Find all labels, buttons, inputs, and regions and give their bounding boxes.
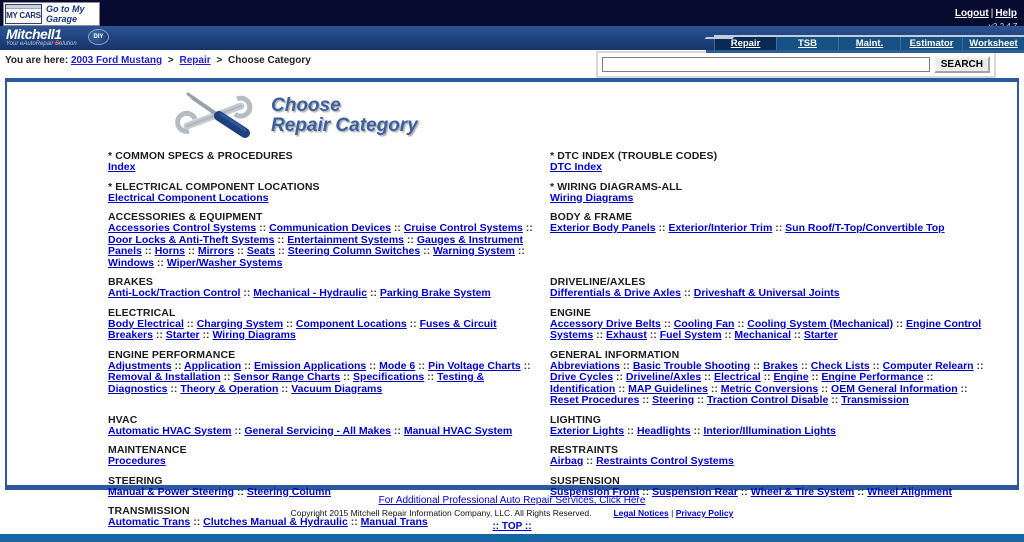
link-separator: :: <box>583 455 597 467</box>
breadcrumb-row <box>0 50 1024 78</box>
category-link[interactable]: Sun Roof/T-Top/Convertible Top <box>785 222 945 234</box>
category-links <box>108 162 536 174</box>
category-link[interactable]: Steering Column <box>246 485 331 498</box>
link-separator: :: <box>737 485 751 498</box>
link-separator: :: <box>620 359 633 372</box>
privacy-policy-link[interactable]: Privacy Policy <box>675 508 734 518</box>
category-cell <box>550 276 990 300</box>
link-separator: :: <box>593 329 607 341</box>
category-links <box>550 288 990 300</box>
link-separator: :: <box>828 394 842 406</box>
category-grid <box>7 150 1017 529</box>
tools-icon <box>175 91 255 141</box>
category-link[interactable]: Engine <box>773 371 809 383</box>
link-separator: :: <box>152 329 166 341</box>
category-link[interactable]: Application <box>184 359 242 372</box>
top-link[interactable]: :: TOP :: <box>492 521 532 532</box>
link-separator: :: <box>750 359 763 372</box>
link-separator: :: <box>655 222 669 234</box>
category-link[interactable]: Exterior Lights <box>550 424 625 437</box>
category-link[interactable]: Automatic Trans <box>108 516 191 528</box>
category-links <box>550 319 990 342</box>
category-links <box>108 319 536 342</box>
category-cell <box>108 349 536 407</box>
link-separator: :: <box>391 424 404 437</box>
link-separator: :: <box>234 485 247 498</box>
category-heading: RESTRAINTS <box>550 444 619 456</box>
link-separator: :: <box>406 317 420 330</box>
category-link[interactable]: Starter <box>165 329 200 341</box>
category-link[interactable]: Horns <box>154 245 186 257</box>
tab-tsb[interactable]: TSB <box>776 37 838 50</box>
category-cell <box>108 181 536 205</box>
category-link[interactable]: Suspension Rear <box>652 485 738 498</box>
link-separator: :: <box>274 245 288 257</box>
link-separator: :: <box>797 359 811 372</box>
category-link[interactable]: Emission Applications <box>254 359 367 372</box>
category-links <box>550 456 990 468</box>
category-link[interactable]: Exterior Body Panels <box>550 222 656 234</box>
logo-tagline: Your eAutoRepair Solution <box>6 41 77 47</box>
diy-badge: DIY <box>88 29 109 45</box>
legal-notices-link[interactable]: Legal Notices <box>613 508 669 518</box>
category-links <box>108 361 536 396</box>
link-separator: :: <box>701 371 714 383</box>
category-links <box>550 426 990 438</box>
category-cell <box>108 211 536 269</box>
category-links <box>550 223 990 235</box>
category-cell <box>550 444 990 468</box>
logout-link[interactable]: Logout <box>954 8 989 19</box>
category-cell <box>108 444 536 468</box>
tab-underline-strip <box>706 50 1024 53</box>
link-separator: :: <box>646 329 660 341</box>
category-link[interactable]: Engine Performance <box>821 371 924 383</box>
link-separator: :: <box>721 329 735 341</box>
link-separator: :: <box>153 256 167 269</box>
category-link[interactable]: Wiring Diagrams <box>212 329 296 341</box>
category-heading: STEERING <box>108 474 163 487</box>
category-link[interactable]: Engine Control Systems <box>550 317 982 341</box>
category-link[interactable]: Mechanical - Hydraulic <box>253 287 368 299</box>
category-link[interactable]: Steering Column Switches <box>287 245 421 257</box>
search-box <box>596 51 996 78</box>
category-link[interactable]: Anti-Lock/Traction Control <box>108 287 241 299</box>
search-input[interactable] <box>602 57 930 72</box>
category-link[interactable]: Cruise Control Systems <box>403 222 523 234</box>
category-link[interactable]: Steering <box>652 394 695 406</box>
link-separator: :: <box>391 222 404 234</box>
link-separator: :: <box>818 382 832 395</box>
category-link[interactable]: Body Electrical <box>108 317 184 330</box>
link-separator: :: <box>613 371 626 383</box>
breadcrumb-prefix: You are here: <box>5 55 69 66</box>
page-title-line1: Choose <box>271 95 341 116</box>
category-heading: BRAKES <box>108 276 153 288</box>
category-link[interactable]: Driveshaft & Universal Joints <box>693 287 840 299</box>
category-link[interactable]: Testing & Diagnostics <box>108 371 485 395</box>
category-heading: SUSPENSION <box>550 474 620 487</box>
tab-bar <box>696 35 1024 50</box>
breadcrumb-separator: > <box>167 55 174 66</box>
link-separator: :: <box>241 359 255 372</box>
link-separator: :: <box>639 485 653 498</box>
top-bar <box>0 0 1024 26</box>
link-separator: :: <box>190 516 204 528</box>
link-separator: :: <box>220 371 234 383</box>
category-link[interactable]: Accessories Control Systems <box>108 222 257 234</box>
category-link[interactable]: MAP Guidelines <box>628 382 708 395</box>
link-separator: :: <box>791 329 804 341</box>
link-separator: :: <box>893 317 906 330</box>
link-separator: :: <box>694 394 707 406</box>
category-cell <box>550 349 990 407</box>
link-separator: :: <box>234 245 247 257</box>
link-separator: :: <box>772 222 786 234</box>
category-heading: * COMMON SPECS & PROCEDURES <box>108 150 293 162</box>
category-link[interactable]: Warning System <box>433 245 515 257</box>
page-header <box>175 90 1017 142</box>
breadcrumb-repair-link[interactable]: Repair <box>179 55 211 66</box>
category-cell <box>550 414 990 438</box>
category-link[interactable]: Fuses & Circuit Breakers <box>108 317 497 341</box>
category-cell <box>108 307 536 342</box>
link-separator: :: <box>869 359 883 372</box>
link-separator: :: <box>734 317 748 330</box>
breadcrumb-vehicle-link[interactable]: 2003 Ford Mustang <box>70 55 163 66</box>
category-heading: HVAC <box>108 413 138 426</box>
link-separator: :: <box>167 382 181 395</box>
category-link[interactable]: Gauges & Instrument Panels <box>108 233 524 257</box>
category-heading: * ELECTRICAL COMPONENT LOCATIONS <box>108 180 320 193</box>
category-link[interactable]: Adjustments <box>108 359 172 372</box>
category-link[interactable]: Electrical <box>714 371 761 383</box>
category-link[interactable]: Abbreviations <box>550 359 621 372</box>
category-link[interactable]: Wiring Diagrams <box>550 191 634 204</box>
category-cell <box>108 276 536 300</box>
tab-repair[interactable]: Repair <box>714 37 776 50</box>
link-separator: :: <box>274 233 288 246</box>
link-separator: :: <box>690 424 704 437</box>
category-heading: LIGHTING <box>550 413 601 426</box>
category-link[interactable]: Exterior/Interior Trim <box>668 222 773 234</box>
category-link[interactable]: Identification <box>550 382 616 395</box>
link-separator: :: <box>514 245 525 257</box>
tab-worksheet[interactable]: Worksheet <box>962 37 1024 50</box>
link-separator: :: <box>520 359 531 372</box>
copyright-text: Copyright 2015 Mitchell Repair Information Company, LLC. All Rights Reserved. <box>290 508 592 518</box>
category-link[interactable]: Exhaust <box>606 329 647 341</box>
category-link[interactable]: Headlights <box>636 424 691 437</box>
category-cell <box>550 307 990 342</box>
category-link[interactable]: Restraints Control Systems <box>596 455 734 467</box>
link-divider: | <box>671 508 674 518</box>
link-separator: :: <box>680 287 694 299</box>
category-link[interactable]: Differentials & Drive Axles <box>550 287 681 299</box>
category-links <box>108 288 536 300</box>
breadcrumb-separator: > <box>216 55 223 66</box>
category-heading: ENGINE PERFORMANCE <box>108 348 236 361</box>
category-link[interactable]: Reset Procedures <box>550 394 640 406</box>
category-cell <box>108 414 536 438</box>
go-to-my-garage-button[interactable] <box>3 2 100 26</box>
link-separator: :: <box>171 359 185 372</box>
link-separator: :: <box>240 287 254 299</box>
garage-label: Go to My Garage <box>46 4 85 24</box>
link-separator: :: <box>256 222 270 234</box>
category-link[interactable]: Computer Relearn <box>882 359 974 372</box>
link-separator: :: <box>424 371 438 383</box>
category-link[interactable]: Cooling Fan <box>673 317 735 330</box>
link-separator: :: <box>340 371 354 383</box>
category-link[interactable]: Manual HVAC System <box>403 424 513 437</box>
my-cars-plate <box>5 4 42 24</box>
category-cell <box>108 150 536 174</box>
category-link[interactable]: Charging System <box>196 317 284 330</box>
link-separator: :: <box>231 424 245 437</box>
link-separator: :: <box>854 485 868 498</box>
category-link[interactable]: Procedures <box>108 455 166 467</box>
link-separator: :: <box>522 222 533 234</box>
category-link[interactable]: Index <box>108 161 136 173</box>
category-link[interactable]: Electrical Component Locations <box>108 191 269 204</box>
link-separator: :: <box>347 516 361 528</box>
category-heading: * WIRING DIAGRAMS-ALL <box>550 180 683 193</box>
link-separator: :: <box>367 287 380 299</box>
category-link[interactable]: Windows <box>108 256 154 269</box>
category-heading: DRIVELINE/AXLES <box>550 276 646 288</box>
category-link[interactable]: Fuel System <box>659 329 722 341</box>
logo-text: Mitchell <box>6 26 55 42</box>
category-link[interactable]: Clutches Manual & Hydraulic <box>203 516 348 528</box>
category-heading: ACCESSORIES & EQUIPMENT <box>108 211 263 223</box>
category-heading: * DTC INDEX (TROUBLE CODES) <box>550 150 718 162</box>
category-link[interactable]: Component Locations <box>295 317 407 330</box>
category-link[interactable]: Door Locks & Anti-Theft Systems <box>108 233 275 246</box>
category-heading: MAINTENANCE <box>108 444 187 456</box>
brand-bar <box>0 26 1024 50</box>
tab-maint[interactable]: Maint. <box>838 37 900 50</box>
category-link[interactable]: Airbag <box>550 455 584 467</box>
category-link[interactable]: Suspension Front <box>550 485 640 498</box>
category-link[interactable]: Sensor Range Charts <box>233 371 341 383</box>
category-link[interactable]: OEM General Information <box>831 382 958 395</box>
page-title <box>271 96 418 136</box>
link-separator: :: <box>183 317 197 330</box>
link-separator: :: <box>624 424 637 437</box>
category-link[interactable]: Vacuum Diagrams <box>291 382 383 395</box>
category-heading: ENGINE <box>550 306 591 319</box>
category-link[interactable]: Entertainment Systems <box>287 233 405 246</box>
category-link[interactable]: Parking Brake System <box>379 287 491 299</box>
category-links <box>108 426 536 438</box>
category-cell <box>550 150 990 174</box>
category-link[interactable]: Manual Trans <box>360 516 428 528</box>
category-link[interactable]: Drive Cycles <box>550 371 614 383</box>
category-heading: TRANSMISSION <box>108 505 190 517</box>
category-link[interactable]: Cooling System (Mechanical) <box>747 317 894 330</box>
category-link[interactable]: Transmission <box>841 394 909 406</box>
category-link[interactable]: Mode 6 <box>379 359 416 372</box>
help-link[interactable]: Help <box>995 8 1017 19</box>
additional-services-link[interactable]: For Additional Professional Auto Repair Services, Click Here <box>378 495 646 506</box>
category-link[interactable]: Communication Devices <box>269 222 392 234</box>
link-separator: :: <box>420 245 434 257</box>
page-title-line2: Repair Category <box>271 115 418 136</box>
link-separator: :: <box>660 317 674 330</box>
category-link[interactable]: Starter <box>803 329 838 341</box>
link-separator: :: <box>404 233 417 246</box>
search-button[interactable]: SEARCH <box>934 56 990 73</box>
category-links <box>108 193 536 205</box>
category-heading: GENERAL INFORMATION <box>550 348 680 361</box>
link-separator: :: <box>760 371 774 383</box>
category-links <box>550 361 990 407</box>
category-link[interactable]: Mechanical <box>734 329 792 341</box>
category-link[interactable]: Removal & Installation <box>108 371 221 383</box>
category-link[interactable]: Driveline/Axles <box>625 371 702 383</box>
category-cell <box>550 211 990 269</box>
link-separator: :: <box>283 317 296 330</box>
breadcrumb-current: Choose Category <box>228 55 311 66</box>
category-link[interactable]: Automatic HVAC System <box>108 424 232 437</box>
category-link[interactable]: Specifications <box>353 371 425 383</box>
category-link[interactable]: Metric Conversions <box>720 382 819 395</box>
link-separator: :: <box>615 382 629 395</box>
category-link[interactable]: Pin Voltage Charts <box>428 359 521 372</box>
category-link[interactable]: Accessory Drive Belts <box>550 317 661 330</box>
tab-estimator[interactable]: Estimator <box>900 37 962 50</box>
category-link[interactable]: Manual & Power Steering <box>108 485 235 498</box>
link-separator: :: <box>366 359 380 372</box>
category-link[interactable]: Wheel Alignment <box>867 485 952 498</box>
category-link[interactable]: Check Lists <box>810 359 870 372</box>
category-link[interactable]: Theory & Operation <box>180 382 279 395</box>
category-links <box>550 162 990 174</box>
breadcrumb <box>5 55 311 66</box>
category-link[interactable]: Wiper/Washer Systems <box>166 256 283 269</box>
link-separator: :: <box>141 245 155 257</box>
mitchell1-logo <box>6 27 77 47</box>
link-separator: :: <box>973 359 984 372</box>
category-cell <box>550 181 990 205</box>
category-heading: ELECTRICAL <box>108 306 176 319</box>
category-links <box>108 223 536 269</box>
category-links <box>550 193 990 205</box>
link-separator: :: <box>415 359 429 372</box>
category-link[interactable]: Traction Control Disable <box>706 394 829 406</box>
category-link[interactable]: General Servicing - All Makes <box>244 424 391 437</box>
link-separator: :: <box>923 371 934 383</box>
link-separator: :: <box>707 382 721 395</box>
category-link[interactable]: DTC Index <box>550 161 602 173</box>
category-link[interactable]: Seats <box>246 245 275 257</box>
plate-label: MY CARS <box>6 11 41 20</box>
category-links <box>108 456 536 468</box>
link-separator: :: <box>185 245 198 257</box>
logo-suffix: 1 <box>54 26 62 42</box>
bottom-bar <box>0 534 1024 542</box>
link-divider: | <box>990 8 994 19</box>
link-separator: :: <box>639 394 653 406</box>
link-separator: :: <box>199 329 213 341</box>
category-heading: BODY & FRAME <box>550 211 633 223</box>
link-separator: :: <box>278 382 292 395</box>
link-separator: :: <box>808 371 822 383</box>
category-link[interactable]: Mirrors <box>197 245 235 257</box>
category-link[interactable]: Basic Trouble Shooting <box>632 359 751 372</box>
category-link[interactable]: Wheel & Tire System <box>750 485 855 498</box>
category-link[interactable]: Interior/Illumination Lights <box>703 424 836 437</box>
category-link[interactable]: Brakes <box>762 359 798 372</box>
link-separator: :: <box>957 382 968 395</box>
